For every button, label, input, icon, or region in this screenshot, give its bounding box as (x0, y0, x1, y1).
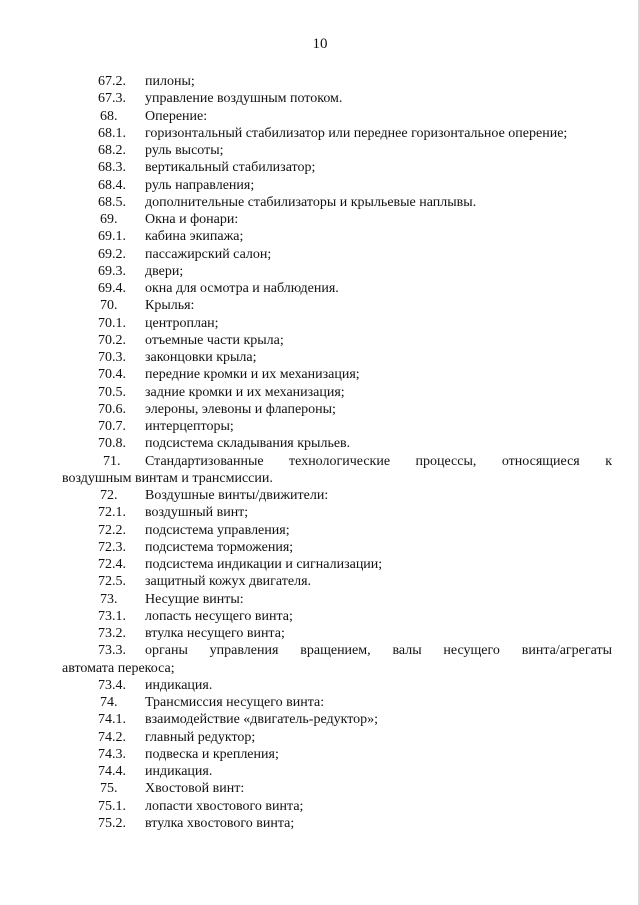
item-text: Несущие винты: (145, 591, 244, 607)
item-text: главный редуктор; (145, 729, 256, 745)
item-word: органы (145, 643, 188, 659)
item-number: 67.2. (98, 74, 126, 89)
item-text: подсистема управления; (145, 522, 290, 538)
item-number: 68.3. (98, 160, 126, 176)
list-item (0, 418, 640, 435)
item-number: 72.2. (98, 522, 126, 538)
item-text: Крылья: (145, 298, 195, 314)
item-text: лопасть несущего винта; (145, 608, 293, 624)
list-item (0, 798, 640, 815)
list-item (0, 677, 640, 694)
list-item (0, 297, 640, 314)
list-item (0, 125, 640, 142)
item-text: центроплан; (145, 315, 219, 331)
item-number: 75.1. (98, 798, 126, 814)
item-text: дополнительные стабилизаторы и крыльевые наплывы. (145, 194, 477, 210)
item-text: элероны, элевоны и флапероны; (145, 401, 336, 417)
item-text: двери; (145, 263, 184, 279)
item-text: Трансмиссия несущего винта: (145, 695, 325, 710)
list-item (0, 522, 640, 539)
item-number: 74.2. (98, 729, 126, 745)
item-number: 73.3. (98, 643, 126, 659)
item-number: 70. (100, 298, 118, 314)
item-text-continuation: автомата перекоса; (62, 660, 175, 676)
item-text: подсистема складывания крыльев. (145, 436, 351, 452)
item-text: подсистема торможения; (145, 539, 294, 555)
item-text: кабина экипажа; (145, 229, 244, 245)
item-word: относящиеся (501, 453, 580, 469)
item-text: Оперение: (145, 108, 208, 124)
list-item (0, 763, 640, 780)
list-item (0, 435, 640, 452)
item-word: к (605, 453, 612, 469)
item-text: Хвостовой винт: (145, 781, 245, 797)
item-word: винта/агрегаты (521, 643, 612, 659)
item-text: управление воздушным потоком. (145, 91, 343, 107)
list-item (0, 228, 640, 245)
item-text-continuation: воздушным винтам и трансмиссии. (62, 470, 273, 486)
list-item (0, 332, 640, 349)
list-item (0, 625, 640, 642)
list-item (0, 815, 640, 832)
item-number: 67.3. (98, 91, 126, 107)
list-item (0, 504, 640, 521)
item-text: окна для осмотра и наблюдения. (145, 281, 339, 296)
item-text (145, 642, 612, 659)
list-item (0, 729, 640, 746)
list-item (0, 591, 640, 608)
item-text: интерцепторы; (145, 419, 234, 434)
list-item (0, 246, 640, 263)
item-word: технологические (289, 453, 391, 469)
page-number: 10 (312, 36, 328, 52)
list-item (0, 453, 640, 470)
item-number: 69. (100, 212, 118, 227)
item-number: 69.4. (98, 281, 126, 296)
item-text: задние кромки и их механизация; (145, 384, 345, 400)
item-word: вращением, (300, 643, 371, 659)
item-number: 70.3. (98, 350, 126, 365)
item-number: 68.4. (98, 177, 126, 193)
item-number: 74.3. (98, 746, 126, 762)
list-item (0, 349, 640, 366)
item-text: руль направления; (145, 177, 255, 193)
item-number: 70.5. (98, 384, 126, 400)
item-number: 68. (100, 108, 118, 124)
list-item (0, 780, 640, 797)
item-number: 73. (100, 591, 118, 607)
item-text (145, 453, 612, 470)
item-number: 75.2. (98, 815, 126, 831)
item-number: 70.8. (98, 436, 126, 452)
item-number: 72.1. (98, 505, 126, 521)
item-number: 72.5. (98, 574, 126, 590)
list-item (0, 642, 640, 659)
item-text: защитный кожух двигателя. (145, 574, 312, 590)
list-item (0, 401, 640, 418)
list-item (0, 263, 640, 280)
list-item (0, 315, 640, 332)
item-word: несущего (443, 643, 500, 659)
item-text: Воздушные винты/движители: (145, 488, 329, 503)
item-text: вертикальный стабилизатор; (145, 160, 316, 176)
list-item (0, 487, 640, 504)
item-number: 75. (100, 781, 118, 797)
item-text: индикация. (145, 764, 213, 779)
item-number: 68.1. (98, 125, 126, 141)
item-text: индикация. (145, 677, 213, 693)
item-word: валы (392, 643, 422, 659)
list-item-continuation (0, 660, 640, 677)
item-text: руль высоты; (145, 143, 224, 158)
item-text: отъемные части крыла; (145, 332, 284, 348)
list-item (0, 280, 640, 297)
item-number: 74.4. (98, 764, 126, 779)
item-text: воздушный винт; (145, 505, 249, 521)
list-item (0, 142, 640, 159)
item-number: 68.5. (98, 194, 126, 210)
item-text: пилоны; (145, 74, 195, 89)
list-item (0, 211, 640, 228)
list-item (0, 194, 640, 211)
item-number: 70.4. (98, 367, 126, 383)
item-text: пассажирский салон; (145, 246, 272, 262)
item-number: 70.7. (98, 419, 126, 434)
item-text: Окна и фонари: (145, 212, 239, 227)
item-number: 71. (103, 453, 121, 469)
item-word: процессы, (415, 453, 477, 469)
list-item (0, 108, 640, 125)
item-number: 73.4. (98, 677, 126, 693)
item-number: 73.2. (98, 626, 126, 641)
list-item (0, 366, 640, 383)
list-item (0, 73, 640, 90)
list-item (0, 90, 640, 107)
item-text: взаимодействие «двигатель-редуктор»; (145, 712, 379, 728)
item-number: 68.2. (98, 143, 126, 158)
list-item (0, 711, 640, 728)
item-number: 72.4. (98, 557, 126, 572)
item-text: втулка хвостового винта; (145, 815, 295, 831)
list-item (0, 746, 640, 763)
list-item (0, 608, 640, 625)
item-number: 72. (100, 488, 118, 503)
item-text: втулка несущего винта; (145, 626, 285, 641)
item-number: 69.1. (98, 229, 126, 245)
item-text: подвеска и крепления; (145, 746, 279, 762)
item-number: 74. (100, 695, 118, 710)
item-word: Стандартизованные (145, 453, 264, 469)
list-item (0, 694, 640, 711)
list-item (0, 556, 640, 573)
item-number: 73.1. (98, 608, 126, 624)
item-number: 74.1. (98, 712, 126, 728)
item-text: лопасти хвостового винта; (145, 798, 304, 814)
list-item (0, 159, 640, 176)
item-number: 72.3. (98, 539, 126, 555)
item-number: 69.2. (98, 246, 126, 262)
item-text: подсистема индикации и сигнализации; (145, 557, 383, 572)
list-item (0, 177, 640, 194)
item-number: 69.3. (98, 263, 126, 279)
list-item-continuation (0, 470, 640, 487)
item-text: передние кромки и их механизация; (145, 367, 360, 383)
item-text: законцовки крыла; (145, 350, 257, 365)
item-number: 70.1. (98, 315, 126, 331)
item-text: горизонтальный стабилизатор или переднее горизонтальное оперение; (145, 125, 568, 141)
list-item (0, 384, 640, 401)
item-word: управления (209, 643, 279, 659)
list-item (0, 539, 640, 556)
item-number: 70.6. (98, 401, 126, 417)
list-item (0, 573, 640, 590)
item-number: 70.2. (98, 332, 126, 348)
